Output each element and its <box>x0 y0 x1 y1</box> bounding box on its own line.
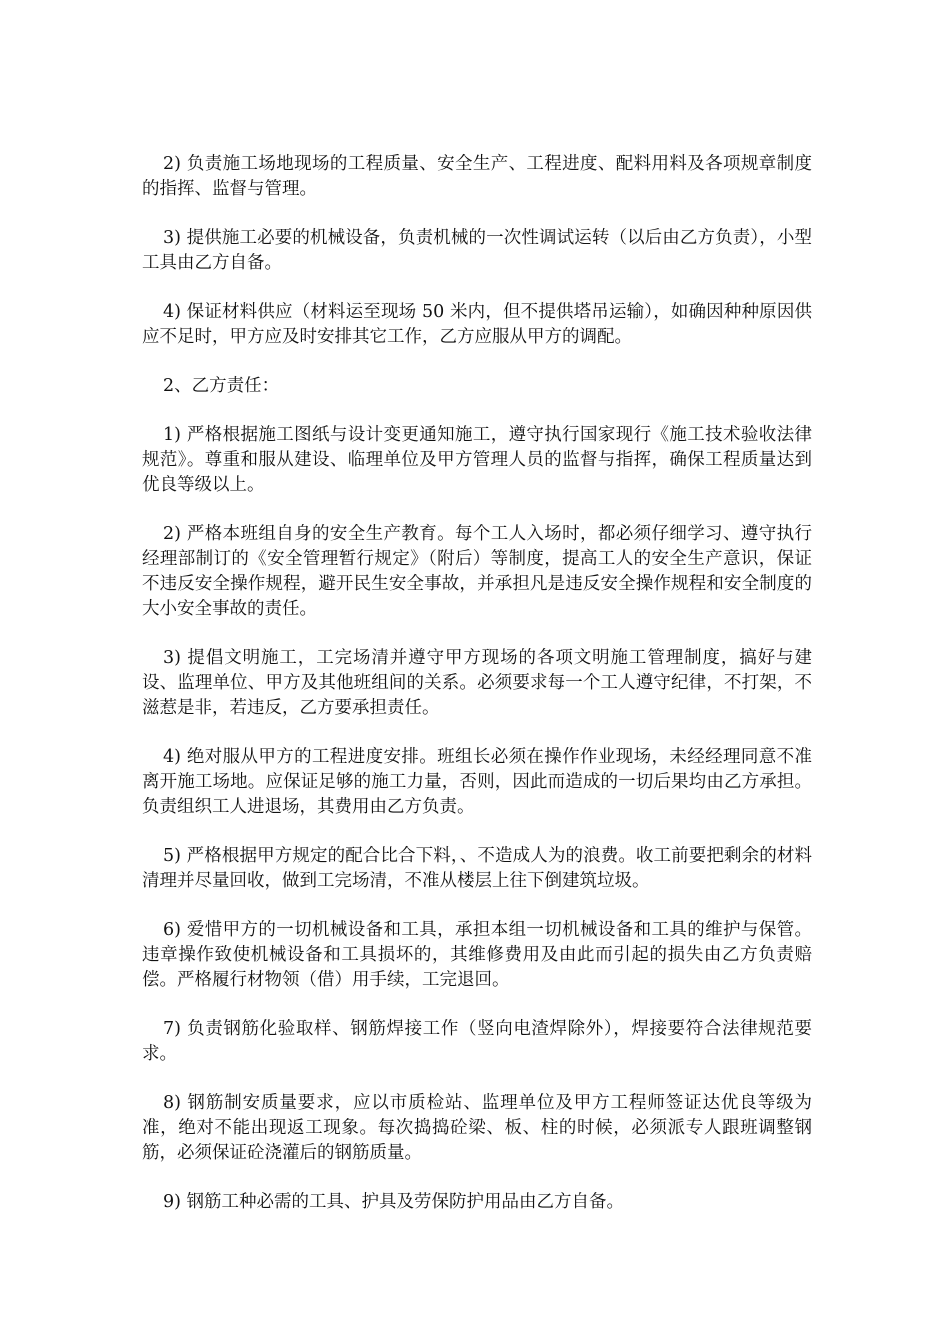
paragraph-party-a-duty-4: 4) 保证材料供应（材料运至现场 50 米内，但不提供塔吊运输），如确因种种原因供应不足时，甲方应及时安排其它工作，乙方应服从甲方的调配。 <box>142 302 812 347</box>
paragraph-party-b-duty-7: 7) 负责钢筋化验取样、钢筋焊接工作（竖向电渣焊除外），焊接要符合法律规范要求。 <box>142 1019 812 1064</box>
paragraph-party-b-duty-4: 4) 绝对服从甲方的工程进度安排。班组长必须在操作作业现场，未经经理同意不准离开施工场地。应保证足够的施工力量，否则，因此而造成的一切后果均由乙方承担。负责组织工人进退场，其费用由乙方负责。 <box>142 747 812 817</box>
paragraph-party-b-duty-8: 8) 钢筋制安质量要求，应以市质检站、监理单位及甲方工程师签证达优良等级为准，绝对不能出现返工现象。每次捣捣砼梁、板、柱的时候，必须派专人跟班调整钢筋，必须保证砼浇灌后的钢筋质量。 <box>142 1093 812 1163</box>
paragraph-party-b-duty-3: 3) 提倡文明施工，工完场清并遵守甲方现场的各项文明施工管理制度，搞好与建设、监理单位、甲方及其他班组间的关系。必须要求每一个工人遵守纪律，不打架，不滋惹是非，若违反，乙方要承担责任。 <box>142 648 812 718</box>
paragraph-party-b-duty-5: 5) 严格根据甲方规定的配合比合下料，、不造成人为的浪费。收工前要把剩余的材料清理并尽量回收，做到工完场清，不准从楼层上往下倒建筑垃圾。 <box>142 846 812 891</box>
paragraph-party-a-duty-2: 2) 负责施工场地现场的工程质量、安全生产、工程进度、配料用料及各项规章制度的指挥、监督与管理。 <box>142 154 812 199</box>
document-body <box>142 152 812 1239</box>
paragraph-party-b-duty-2: 2) 严格本班组自身的安全生产教育。每个工人入场时，都必须仔细学习、遵守执行经理部制订的《安全管理暂行规定》（附后）等制度，提高工人的安全生产意识，保证不违反安全操作规程，避开民生安全事故，并承担凡是违反安全操作规程和安全制度的大小安全事故的责任。 <box>142 524 812 619</box>
paragraph-party-b-duty-1: 1) 严格根据施工图纸与设计变更通知施工，遵守执行国家现行《施工技术验收法律规范》。尊重和服从建设、临理单位及甲方管理人员的监督与指挥，确保工程质量达到优良等级以上。 <box>142 425 812 495</box>
paragraph-party-b-duty-6: 6) 爱惜甲方的一切机械设备和工具，承担本组一切机械设备和工具的维护与保管。违章操作致使机械设备和工具损坏的，其维修费用及由此而引起的损失由乙方负责赔偿。严格履行材物领（借）用手续，工完退回。 <box>142 920 812 990</box>
paragraph-party-a-duty-3: 3) 提供施工必要的机械设备，负责机械的一次性调试运转（以后由乙方负责），小型工具由乙方自备。 <box>142 228 812 273</box>
paragraph-party-b-duty-9: 9) 钢筋工种必需的工具、护具及劳保防护用品由乙方自备。 <box>163 1192 625 1212</box>
section-heading-party-b: 2、乙方责任： <box>163 376 280 396</box>
